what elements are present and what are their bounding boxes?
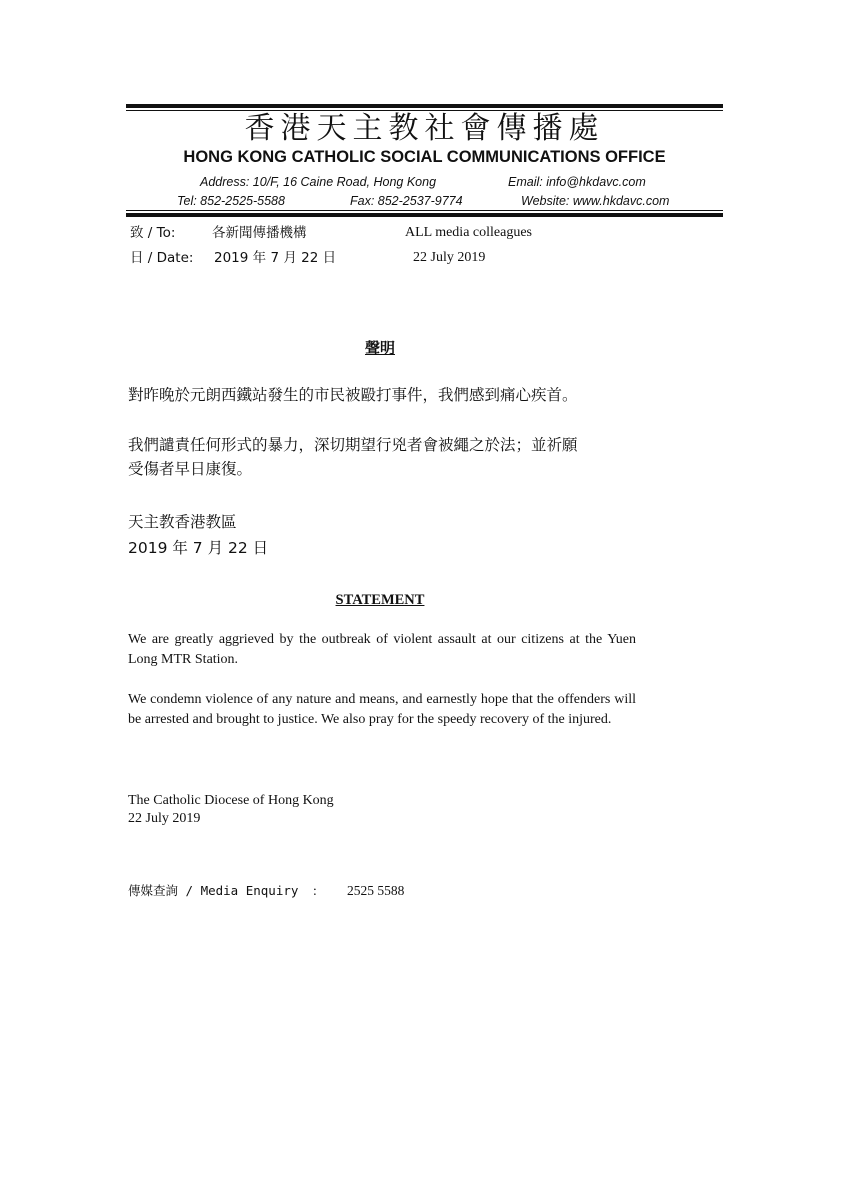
to-label: 致 / To: xyxy=(130,225,176,241)
statement-paragraph-2-english: We condemn violence of any nature and means, and earnestly hope that the offenders will be arrested and brought to justice. We also pray for the speedy recovery of the injured. xyxy=(128,692,636,727)
letterhead-website: Website: www.hkdavc.com xyxy=(521,194,670,208)
organization-name-chinese: 香港天主教社會傳播處 xyxy=(244,111,605,146)
statement-paragraph-1-english: We are greatly aggrieved by the outbreak of violent assault at our citizens at the Yuen Long MTR Station. xyxy=(128,632,636,667)
statement-heading-chinese: 聲明 xyxy=(364,339,395,357)
letterhead-bottom-rule-thin xyxy=(126,210,723,211)
statement-paragraph-1-chinese: 對昨晚於元朗西鐵站發生的市民被毆打事件，我們感到痛心疾首。 xyxy=(128,386,578,404)
letterhead-top-rule-thick xyxy=(126,104,723,108)
letterhead-bottom-rule-thick xyxy=(126,213,723,217)
letterhead-fax: Fax: 852-2537-9774 xyxy=(350,194,463,208)
signature-date-chinese: 2019 年 7 月 22 日 xyxy=(128,539,269,557)
date-value-english: 22 July 2019 xyxy=(413,250,486,265)
letterhead-telephone: Tel: 852-2525-5588 xyxy=(177,194,285,208)
letterhead-email: Email: info@hkdavc.com xyxy=(508,175,646,189)
signature-chinese: 天主教香港教區 xyxy=(128,513,237,531)
media-enquiry-label: 傳媒查詢 / Media Enquiry xyxy=(128,883,299,898)
statement-paragraph-2-chinese-line-2: 受傷者早日康復。 xyxy=(128,460,253,478)
organization-name-english: HONG KONG CATHOLIC SOCIAL COMMUNICATIONS OFFICE xyxy=(183,148,666,166)
date-value-chinese: 2019 年 7 月 22 日 xyxy=(214,250,337,266)
media-enquiry-colon: : xyxy=(313,883,317,898)
statement-paragraph-2-chinese-line-1: 我們譴責任何形式的暴力，深切期望行兇者會被繩之於法；並祈願 xyxy=(128,436,578,454)
to-value-english: ALL media colleagues xyxy=(405,225,532,240)
statement-heading-english: STATEMENT xyxy=(335,592,425,608)
signature-date-english: 22 July 2019 xyxy=(128,811,201,826)
letterhead-address: Address: 10/F, 16 Caine Road, Hong Kong xyxy=(200,175,437,189)
to-value-chinese: 各新聞傳播機構 xyxy=(212,225,307,241)
date-label: 日 / Date: xyxy=(130,250,194,266)
signature-english: The Catholic Diocese of Hong Kong xyxy=(128,793,334,808)
media-enquiry-phone: 2525 5588 xyxy=(347,883,405,898)
